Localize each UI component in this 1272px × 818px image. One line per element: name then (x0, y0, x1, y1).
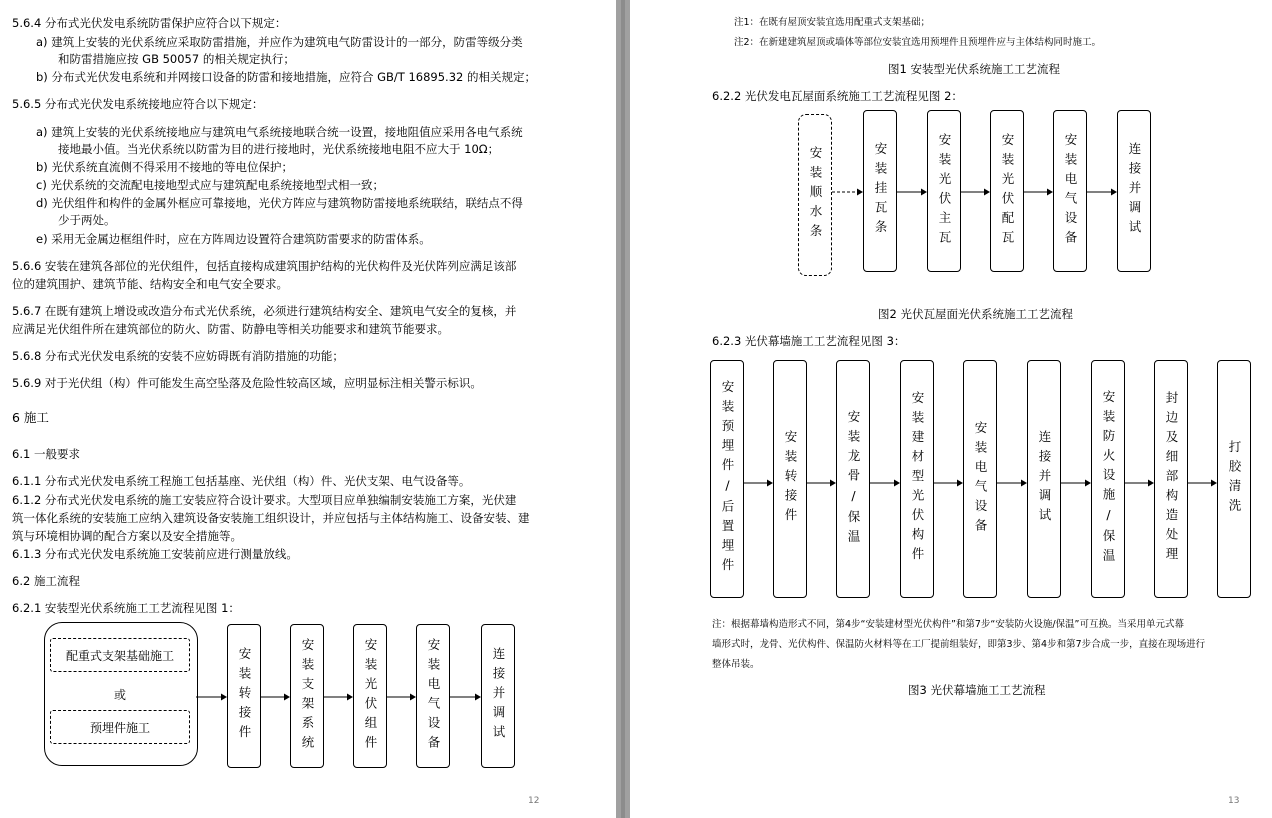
fig2-step-3-text: 安装光伏配瓦 (1000, 132, 1015, 250)
fig1-group-or: 或 (114, 688, 127, 702)
left-line-h6: 6 施工 (12, 410, 49, 425)
left-line-s567b: 应满足光伏组件所在建筑部位的防火、防雷、防静电等相关功能要求和建筑节能要求。 (12, 322, 449, 336)
note3-line-1: 注：根据幕墙构造形式不同，第4步“安装建材型光伏构件”和第7步“安装防火设施/保温”可互换。当采用单元式幕 (712, 619, 1184, 630)
left-line-s564b: b) 分布式光伏发电系统和并网接口设备的防雷和接地措施，应符合 GB/T 16895.32 的相关规定； (36, 70, 536, 84)
left-line-s568: 5.6.8 分布式光伏发电系统的安装不应妨碍既有消防措施的功能； (12, 349, 344, 363)
left-line-s565d1: d) 光伏组件和构件的金属外框应可靠接地，光伏方阵应与建筑物防雷接地系统联结，联结点不得 (36, 196, 523, 210)
fig3-arrow-8-head (1211, 480, 1217, 487)
fig3-step-2-text: 安装转接件 (783, 430, 798, 528)
fig1-arrow-2-head (347, 694, 353, 701)
fig3-caption: 图3 光伏幕墙施工工艺流程 (908, 683, 1046, 697)
fig2-caption: 图2 光伏瓦屋面光伏系统施工工艺流程 (878, 307, 1073, 321)
fig3-arrow-5-head (1021, 480, 1027, 487)
fig1-step-1-text: 安装转接件 (237, 647, 252, 745)
fig1-step-3-text: 安装光伏组件 (363, 637, 378, 755)
left-line-s565c: c) 光伏系统的交流配电接地型式应与建筑配电系统接地型式相一致； (36, 178, 384, 192)
fig1-arrow-1-head (284, 694, 290, 701)
fig3-step-4-text: 安装建材型光伏构件 (910, 391, 925, 567)
left-line-s564: 5.6.4 分布式光伏发电系统防雷保护应符合以下规定： (12, 16, 287, 30)
left-line-s569: 5.6.9 对于光伏组（构）件可能发生高空坠落及危险性较高区域，应明显标注相关警示标识。 (12, 376, 482, 390)
fig3-step-5-text: 安装电气设备 (973, 420, 988, 538)
fig1-step-5-text: 连接并调试 (491, 647, 506, 745)
fig2-step-4-text: 安装电气设备 (1063, 132, 1078, 250)
note3-line-3: 整体吊装。 (712, 659, 760, 670)
left-line-h61: 6.1 一般要求 (12, 447, 80, 461)
fig3-arrow-4-head (957, 480, 963, 487)
left-line-s611: 6.1.1 分布式光伏发电系统工程施工包括基座、光伏组（构）件、光伏支架、电气设备等。 (12, 474, 471, 488)
left-page (0, 0, 616, 818)
right-page (630, 0, 1272, 818)
section-623: 6.2.3 光伏幕墙施工工艺流程见图 3： (712, 334, 906, 348)
note-top-1: 注1：在既有屋顶安装宜选用配重式支架基础； (734, 17, 931, 28)
fig2-step-1-text: 安装挂瓦条 (873, 142, 888, 240)
left-line-s612b: 筑一体化系统的安装施工应纳入建筑设备安装施工组织设计，并应包括与主体结构施工、设备安装、建 (12, 511, 530, 525)
fig2-dashed-step-text: 安装顺水条 (808, 146, 823, 244)
section-622: 6.2.2 光伏发电瓦屋面系统施工工艺流程见图 2： (712, 89, 963, 103)
fig1-caption: 图1 安装型光伏系统施工工艺流程 (888, 62, 1060, 76)
left-line-s564a2: 和防雷措施应按 GB 50057 的相关规定执行； (58, 52, 295, 66)
left-line-s566b: 位的建筑围护、建筑节能、结构安全和电气安全要求。 (12, 277, 288, 291)
fig1-arrow-0-head (221, 694, 227, 701)
fig3-arrow-1-head (767, 480, 773, 487)
fig3-arrow-7-head (1148, 480, 1154, 487)
fig1-step-4-text: 安装电气设备 (426, 637, 441, 755)
left-page-number: 12 (528, 796, 540, 806)
fig3-arrow-2-head (830, 480, 836, 487)
page-gutter (616, 0, 630, 818)
left-line-s565b: b) 光伏系统直流侧不得采用不接地的等电位保护； (36, 160, 293, 174)
left-line-s565a2: 接地最小值。当光伏系统以防雷为目的进行接地时，光伏系统接地电阻不应大于 10Ω； (58, 142, 500, 156)
fig3-step-6-text: 连接并调试 (1037, 430, 1052, 528)
left-line-h62: 6.2 施工流程 (12, 574, 80, 588)
left-line-s612c: 筑与环境相协调的配合方案以及安全措施等。 (12, 529, 242, 543)
fig3-step-3-text: 安装龙骨/保温 (846, 409, 861, 549)
fig3-step-8-text: 封边及细部构造处理 (1164, 391, 1179, 567)
fig1-group-a-text: 配重式支架基础施工 (65, 648, 174, 663)
fig1-arrow-4-head (475, 694, 481, 701)
fig1-arrows (0, 0, 616, 818)
fig2-step-2-text: 安装光伏主瓦 (937, 132, 952, 250)
note3-line-2: 墙形式时，龙骨、光伏构件、保温防火材料等在工厂提前组装好，即第3步、第4步和第7步合成一步，直接在现场进行 (712, 639, 1206, 650)
left-line-s567a: 5.6.7 在既有建筑上增设或改造分布式光伏系统，必须进行建筑结构安全、建筑电气安全的复核，并 (12, 304, 517, 318)
right-page-number: 13 (1228, 796, 1240, 806)
fig3-arrow-3-head (894, 480, 900, 487)
left-line-s565e: e) 采用无金属边框组件时，应在方阵周边设置符合建筑防雷要求的防雷体系。 (36, 232, 431, 246)
fig1-step-2-text: 安装支架系统 (300, 637, 315, 755)
left-line-s564a1: a) 建筑上安装的光伏系统应采取防雷措施，并应作为建筑电气防雷设计的一部分，防雷等级分类 (36, 35, 523, 49)
left-line-s565d2: 少于两处。 (58, 213, 116, 227)
left-line-s621: 6.2.1 安装型光伏系统施工工艺流程见图 1： (12, 601, 240, 615)
note-top-2: 注2：在新建建筑屋顶或墙体等部位安装宜选用预埋件且预埋件应与主体结构同时施工。 (734, 37, 1102, 48)
left-line-s612a: 6.1.2 分布式光伏发电系统的施工安装应符合设计要求。大型项目应单独编制安装施工方案，光伏建 (12, 493, 517, 507)
fig3-step-9-text: 打胶清洗 (1227, 440, 1242, 518)
fig3-step-1-text: 安装预埋件/后置埋件 (720, 380, 735, 578)
fig2-step-5-text: 连接并调试 (1127, 142, 1142, 240)
left-line-s613: 6.1.3 分布式光伏发电系统施工安装前应进行测量放线。 (12, 547, 298, 561)
fig1-group-b-text: 预埋件施工 (89, 720, 150, 735)
left-line-s565: 5.6.5 分布式光伏发电系统接地应符合以下规定： (12, 97, 264, 111)
left-line-s565a1: a) 建筑上安装的光伏系统接地应与建筑电气系统接地联合统一设置，接地阻值应采用各电气系统 (36, 125, 523, 139)
fig3-step-7-text: 安装防火设施/保温 (1101, 390, 1116, 568)
fig3-arrow-6-head (1085, 480, 1091, 487)
fig1-arrow-3-head (410, 694, 416, 701)
left-line-s566a: 5.6.6 安装在建筑各部位的光伏组件，包括直接构成建筑围护结构的光伏构件及光伏阵列应满足该部 (12, 259, 517, 273)
